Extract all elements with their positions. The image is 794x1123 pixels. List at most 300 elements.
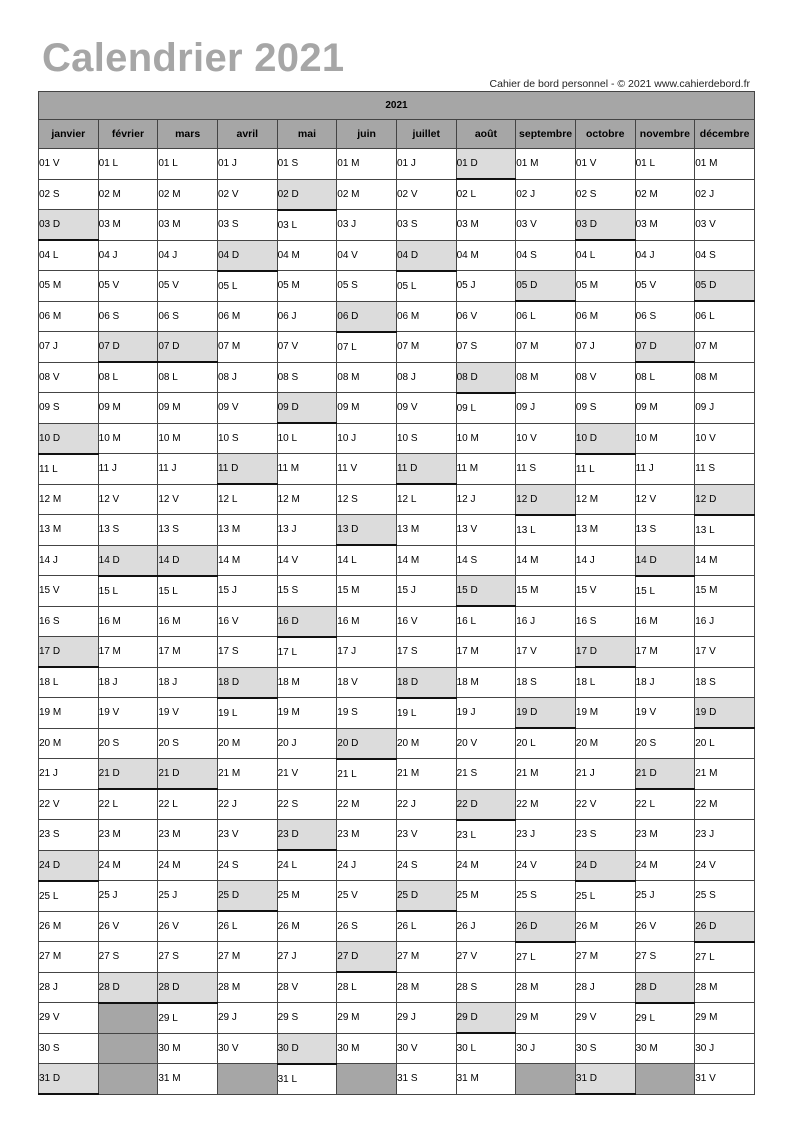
day-cell: 19 S (337, 698, 397, 729)
day-cell: 14 V (277, 545, 337, 576)
month-header-8: septembre (516, 120, 576, 149)
day-cell: 04 J (98, 240, 158, 271)
calendar-row (39, 576, 755, 607)
day-cell: 07 M (516, 332, 576, 363)
day-cell: 07 J (39, 332, 99, 363)
day-cell: 25 J (635, 881, 695, 912)
day-cell: 11 M (277, 454, 337, 485)
day-cell: 06 M (217, 301, 277, 332)
day-cell: 22 L (98, 789, 158, 820)
day-cell: 04 L (39, 240, 99, 271)
calendar-row (39, 850, 755, 881)
day-cell: 09 M (98, 393, 158, 424)
day-cell: 01 S (277, 149, 337, 180)
calendar-body (39, 149, 755, 1095)
day-cell: 15 J (217, 576, 277, 607)
day-cell: 09 M (337, 393, 397, 424)
day-cell: 10 S (396, 423, 456, 454)
day-cell: 25 J (98, 881, 158, 912)
day-cell: 05 D (695, 271, 755, 302)
day-cell: 27 M (575, 942, 635, 973)
day-cell: 10 V (516, 423, 576, 454)
day-cell: 21 M (217, 759, 277, 790)
day-cell: 23 D (277, 820, 337, 851)
day-cell: 15 V (575, 576, 635, 607)
day-cell: 14 L (337, 545, 397, 576)
day-cell: 30 L (456, 1033, 516, 1064)
day-cell: 21 M (396, 759, 456, 790)
day-cell: 01 V (575, 149, 635, 180)
day-cell: 14 D (635, 545, 695, 576)
day-cell: 30 M (158, 1033, 218, 1064)
day-cell: 11 J (158, 454, 218, 485)
day-cell: 20 M (575, 728, 635, 759)
day-cell: 16 M (158, 606, 218, 637)
day-cell: 26 S (337, 911, 397, 942)
calendar-row (39, 423, 755, 454)
day-cell: 21 L (337, 759, 397, 790)
day-cell: 12 L (217, 484, 277, 515)
calendar-row (39, 1064, 755, 1095)
empty-day-cell (98, 1033, 158, 1064)
day-cell: 24 V (516, 850, 576, 881)
day-cell: 08 J (217, 362, 277, 393)
day-cell: 27 S (98, 942, 158, 973)
page-title: Calendrier 2021 (42, 36, 345, 80)
day-cell: 29 J (217, 1003, 277, 1034)
calendar-row (39, 515, 755, 546)
day-cell: 15 M (695, 576, 755, 607)
day-cell: 29 V (575, 1003, 635, 1034)
day-cell: 15 L (98, 576, 158, 607)
day-cell: 27 J (277, 942, 337, 973)
day-cell: 30 S (39, 1033, 99, 1064)
day-cell: 30 V (396, 1033, 456, 1064)
day-cell: 26 D (516, 911, 576, 942)
day-cell: 26 V (98, 911, 158, 942)
day-cell: 02 M (635, 179, 695, 210)
day-cell: 09 M (635, 393, 695, 424)
day-cell: 30 D (277, 1033, 337, 1064)
day-cell: 14 M (516, 545, 576, 576)
month-header-10: novembre (635, 120, 695, 149)
calendar-row (39, 1033, 755, 1064)
day-cell: 16 M (635, 606, 695, 637)
day-cell: 03 D (575, 210, 635, 241)
day-cell: 15 L (635, 576, 695, 607)
day-cell: 08 D (456, 362, 516, 393)
day-cell: 18 J (158, 667, 218, 698)
day-cell: 04 M (456, 240, 516, 271)
day-cell: 29 M (337, 1003, 397, 1034)
day-cell: 10 M (635, 423, 695, 454)
day-cell: 23 J (695, 820, 755, 851)
day-cell: 31 L (277, 1064, 337, 1095)
calendar-row (39, 149, 755, 180)
day-cell: 09 L (456, 393, 516, 424)
day-cell: 03 J (337, 210, 397, 241)
day-cell: 04 S (516, 240, 576, 271)
day-cell: 18 V (337, 667, 397, 698)
day-cell: 29 L (158, 1003, 218, 1034)
day-cell: 27 L (695, 942, 755, 973)
day-cell: 13 S (635, 515, 695, 546)
day-cell: 09 V (396, 393, 456, 424)
day-cell: 11 V (337, 454, 397, 485)
day-cell: 20 V (456, 728, 516, 759)
day-cell: 24 M (635, 850, 695, 881)
calendar-row (39, 789, 755, 820)
day-cell: 15 M (337, 576, 397, 607)
day-cell: 09 S (39, 393, 99, 424)
day-cell: 07 D (635, 332, 695, 363)
day-cell: 09 J (516, 393, 576, 424)
day-cell: 06 M (39, 301, 99, 332)
day-cell: 28 J (575, 972, 635, 1003)
day-cell: 22 J (396, 789, 456, 820)
day-cell: 03 M (635, 210, 695, 241)
day-cell: 25 D (217, 881, 277, 912)
day-cell: 01 M (337, 149, 397, 180)
day-cell: 08 V (575, 362, 635, 393)
day-cell: 09 V (217, 393, 277, 424)
day-cell: 12 D (516, 484, 576, 515)
day-cell: 23 M (158, 820, 218, 851)
day-cell: 18 J (98, 667, 158, 698)
month-header-11: décembre (695, 120, 755, 149)
day-cell: 22 D (456, 789, 516, 820)
day-cell: 16 S (39, 606, 99, 637)
calendar-row (39, 210, 755, 241)
calendar-row (39, 271, 755, 302)
day-cell: 22 S (277, 789, 337, 820)
day-cell: 20 M (217, 728, 277, 759)
month-header-3: avril (217, 120, 277, 149)
day-cell: 16 V (396, 606, 456, 637)
day-cell: 16 V (217, 606, 277, 637)
day-cell: 24 M (158, 850, 218, 881)
calendar-row (39, 362, 755, 393)
day-cell: 11 D (217, 454, 277, 485)
day-cell: 14 J (39, 545, 99, 576)
day-cell: 19 L (396, 698, 456, 729)
day-cell: 15 V (39, 576, 99, 607)
empty-day-cell (217, 1064, 277, 1095)
day-cell: 29 M (516, 1003, 576, 1034)
day-cell: 06 L (516, 301, 576, 332)
calendar-row (39, 667, 755, 698)
day-cell: 06 M (396, 301, 456, 332)
day-cell: 24 M (98, 850, 158, 881)
calendar-table (38, 91, 755, 1095)
day-cell: 18 M (277, 667, 337, 698)
calendar-row (39, 911, 755, 942)
day-cell: 11 J (98, 454, 158, 485)
day-cell: 02 S (575, 179, 635, 210)
day-cell: 19 M (39, 698, 99, 729)
day-cell: 21 M (516, 759, 576, 790)
calendar-row (39, 545, 755, 576)
day-cell: 17 M (98, 637, 158, 668)
day-cell: 01 J (396, 149, 456, 180)
day-cell: 04 D (217, 240, 277, 271)
day-cell: 28 D (635, 972, 695, 1003)
day-cell: 28 M (217, 972, 277, 1003)
day-cell: 04 M (277, 240, 337, 271)
day-cell: 03 S (217, 210, 277, 241)
day-cell: 22 L (158, 789, 218, 820)
day-cell: 25 L (575, 881, 635, 912)
day-cell: 05 L (396, 271, 456, 302)
month-header-0: janvier (39, 120, 99, 149)
day-cell: 13 D (337, 515, 397, 546)
day-cell: 06 D (337, 301, 397, 332)
day-cell: 18 S (695, 667, 755, 698)
day-cell: 07 M (217, 332, 277, 363)
day-cell: 25 M (456, 881, 516, 912)
month-header-6: juillet (396, 120, 456, 149)
day-cell: 10 M (158, 423, 218, 454)
day-cell: 21 J (39, 759, 99, 790)
day-cell: 08 V (39, 362, 99, 393)
day-cell: 01 V (39, 149, 99, 180)
day-cell: 12 L (396, 484, 456, 515)
day-cell: 12 M (277, 484, 337, 515)
month-header-4: mai (277, 120, 337, 149)
day-cell: 28 M (516, 972, 576, 1003)
day-cell: 18 L (575, 667, 635, 698)
day-cell: 20 L (695, 728, 755, 759)
day-cell: 07 D (98, 332, 158, 363)
day-cell: 26 M (575, 911, 635, 942)
empty-day-cell (635, 1064, 695, 1095)
day-cell: 04 J (158, 240, 218, 271)
day-cell: 24 V (695, 850, 755, 881)
day-cell: 17 D (39, 637, 99, 668)
day-cell: 27 D (337, 942, 397, 973)
day-cell: 08 M (516, 362, 576, 393)
day-cell: 31 M (158, 1064, 218, 1095)
day-cell: 28 D (98, 972, 158, 1003)
day-cell: 17 L (277, 637, 337, 668)
empty-day-cell (98, 1064, 158, 1095)
day-cell: 10 M (456, 423, 516, 454)
month-header-5: juin (337, 120, 397, 149)
day-cell: 02 V (396, 179, 456, 210)
day-cell: 20 J (277, 728, 337, 759)
day-cell: 13 M (39, 515, 99, 546)
day-cell: 31 V (695, 1064, 755, 1095)
day-cell: 18 M (456, 667, 516, 698)
day-cell: 02 J (516, 179, 576, 210)
day-cell: 09 M (158, 393, 218, 424)
day-cell: 05 M (575, 271, 635, 302)
day-cell: 24 M (456, 850, 516, 881)
day-cell: 10 V (695, 423, 755, 454)
day-cell: 08 J (396, 362, 456, 393)
day-cell: 30 S (575, 1033, 635, 1064)
day-cell: 14 J (575, 545, 635, 576)
day-cell: 04 V (337, 240, 397, 271)
day-cell: 12 V (98, 484, 158, 515)
day-cell: 28 S (456, 972, 516, 1003)
day-cell: 07 V (277, 332, 337, 363)
day-cell: 15 M (516, 576, 576, 607)
day-cell: 06 S (635, 301, 695, 332)
day-cell: 06 J (277, 301, 337, 332)
day-cell: 26 J (456, 911, 516, 942)
day-cell: 25 J (158, 881, 218, 912)
day-cell: 19 M (575, 698, 635, 729)
day-cell: 13 L (695, 515, 755, 546)
day-cell: 03 D (39, 210, 99, 241)
day-cell: 17 V (516, 637, 576, 668)
day-cell: 12 V (635, 484, 695, 515)
day-cell: 09 D (277, 393, 337, 424)
empty-day-cell (98, 1003, 158, 1034)
day-cell: 29 V (39, 1003, 99, 1034)
day-cell: 12 J (456, 484, 516, 515)
day-cell: 27 S (158, 942, 218, 973)
day-cell: 20 M (396, 728, 456, 759)
day-cell: 06 S (98, 301, 158, 332)
day-cell: 14 D (158, 545, 218, 576)
day-cell: 06 S (158, 301, 218, 332)
month-header-7: août (456, 120, 516, 149)
month-header-2: mars (158, 120, 218, 149)
day-cell: 04 D (396, 240, 456, 271)
day-cell: 21 D (635, 759, 695, 790)
day-cell: 01 L (635, 149, 695, 180)
day-cell: 13 M (396, 515, 456, 546)
day-cell: 28 M (396, 972, 456, 1003)
day-cell: 01 L (98, 149, 158, 180)
day-cell: 15 J (396, 576, 456, 607)
day-cell: 27 M (217, 942, 277, 973)
day-cell: 28 D (158, 972, 218, 1003)
day-cell: 10 L (277, 423, 337, 454)
day-cell: 29 D (456, 1003, 516, 1034)
day-cell: 13 S (98, 515, 158, 546)
day-cell: 25 L (39, 881, 99, 912)
day-cell: 02 V (217, 179, 277, 210)
calendar-row (39, 1003, 755, 1034)
day-cell: 26 D (695, 911, 755, 942)
day-cell: 05 V (158, 271, 218, 302)
calendar-row (39, 698, 755, 729)
day-cell: 20 L (516, 728, 576, 759)
calendar-row (39, 484, 755, 515)
day-cell: 16 L (456, 606, 516, 637)
day-cell: 08 L (158, 362, 218, 393)
empty-day-cell (337, 1064, 397, 1095)
day-cell: 17 D (575, 637, 635, 668)
day-cell: 07 M (695, 332, 755, 363)
day-cell: 18 S (516, 667, 576, 698)
day-cell: 15 S (277, 576, 337, 607)
day-cell: 12 S (337, 484, 397, 515)
day-cell: 05 M (277, 271, 337, 302)
day-cell: 21 S (456, 759, 516, 790)
day-cell: 16 J (695, 606, 755, 637)
day-cell: 10 S (217, 423, 277, 454)
day-cell: 10 D (575, 423, 635, 454)
day-cell: 13 M (575, 515, 635, 546)
day-cell: 18 J (635, 667, 695, 698)
day-cell: 23 J (516, 820, 576, 851)
day-cell: 21 V (277, 759, 337, 790)
day-cell: 05 L (217, 271, 277, 302)
day-cell: 09 J (695, 393, 755, 424)
month-header-row (39, 120, 755, 149)
day-cell: 05 J (456, 271, 516, 302)
day-cell: 20 S (635, 728, 695, 759)
day-cell: 24 L (277, 850, 337, 881)
day-cell: 03 V (516, 210, 576, 241)
day-cell: 20 M (39, 728, 99, 759)
day-cell: 11 M (456, 454, 516, 485)
day-cell: 26 V (635, 911, 695, 942)
day-cell: 19 V (98, 698, 158, 729)
day-cell: 13 M (217, 515, 277, 546)
day-cell: 29 S (277, 1003, 337, 1034)
day-cell: 21 J (575, 759, 635, 790)
day-cell: 22 J (217, 789, 277, 820)
day-cell: 23 M (98, 820, 158, 851)
day-cell: 23 M (635, 820, 695, 851)
day-cell: 04 J (635, 240, 695, 271)
day-cell: 20 D (337, 728, 397, 759)
day-cell: 29 J (396, 1003, 456, 1034)
calendar-row (39, 759, 755, 790)
day-cell: 22 M (337, 789, 397, 820)
calendar-row (39, 393, 755, 424)
day-cell: 03 M (456, 210, 516, 241)
day-cell: 02 M (98, 179, 158, 210)
calendar-row (39, 942, 755, 973)
day-cell: 07 L (337, 332, 397, 363)
day-cell: 27 M (39, 942, 99, 973)
day-cell: 01 M (516, 149, 576, 180)
calendar-row (39, 820, 755, 851)
day-cell: 24 J (337, 850, 397, 881)
day-cell: 23 V (396, 820, 456, 851)
day-cell: 19 D (695, 698, 755, 729)
day-cell: 22 V (575, 789, 635, 820)
day-cell: 26 L (217, 911, 277, 942)
day-cell: 18 L (39, 667, 99, 698)
day-cell: 23 S (575, 820, 635, 851)
day-cell: 05 V (98, 271, 158, 302)
day-cell: 14 M (695, 545, 755, 576)
day-cell: 01 L (158, 149, 218, 180)
day-cell: 31 D (575, 1064, 635, 1095)
day-cell: 30 J (695, 1033, 755, 1064)
day-cell: 02 M (337, 179, 397, 210)
day-cell: 28 L (337, 972, 397, 1003)
day-cell: 03 V (695, 210, 755, 241)
day-cell: 16 M (98, 606, 158, 637)
day-cell: 16 M (337, 606, 397, 637)
day-cell: 07 M (396, 332, 456, 363)
day-cell: 17 S (396, 637, 456, 668)
day-cell: 29 M (695, 1003, 755, 1034)
day-cell: 26 M (39, 911, 99, 942)
day-cell: 24 S (396, 850, 456, 881)
day-cell: 13 L (516, 515, 576, 546)
day-cell: 18 D (217, 667, 277, 698)
day-cell: 02 M (158, 179, 218, 210)
